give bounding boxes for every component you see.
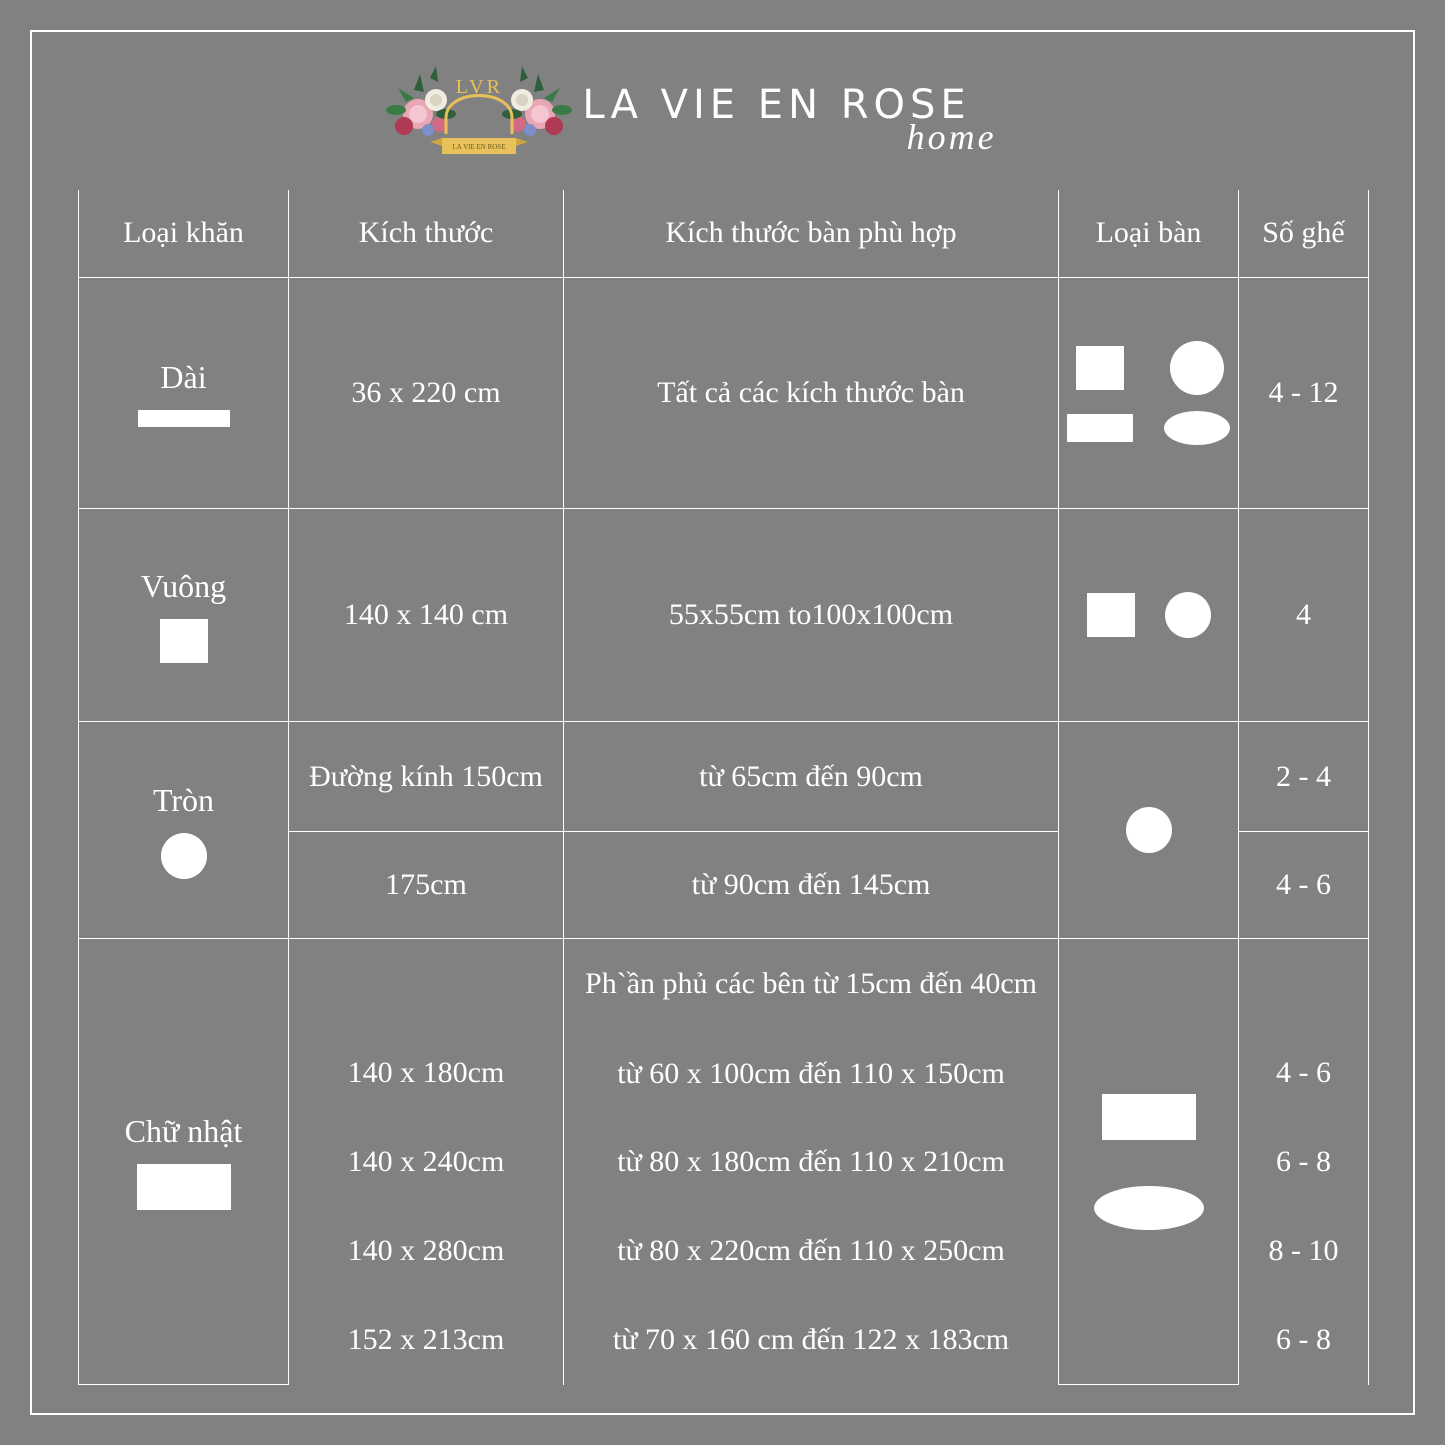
round-cloth-shape-icon — [161, 833, 207, 879]
square-table-icon — [1076, 346, 1124, 390]
cell-size-rect-note — [289, 939, 564, 1029]
cell-size-round-2: 175cm — [289, 832, 564, 939]
cell-table-size-round-1: từ 65cm đến 90cm — [564, 722, 1059, 832]
header-cell-size: Kích thước — [289, 190, 564, 277]
cell-seats-rect-1: 4 - 6 — [1239, 1029, 1369, 1118]
cell-seats-long: 4 - 12 — [1239, 277, 1369, 509]
cell-size-round-1: Đường kính 150cm — [289, 722, 564, 832]
cell-note-rect: Ph`ần phủ các bên từ 15cm đến 40cm — [564, 939, 1059, 1029]
cell-table-size-rect-4: từ 70 x 160 cm đến 122 x 183cm — [564, 1296, 1059, 1385]
cell-shapes-rect — [1059, 939, 1239, 1385]
round-table-icon — [1165, 592, 1211, 638]
round-table-icon — [1170, 341, 1224, 395]
cell-table-size-long: Tất cả các kích thước bàn — [564, 277, 1059, 509]
long-runner-shape-icon — [138, 410, 230, 427]
square-cloth-shape-icon — [160, 619, 208, 663]
table-row — [79, 939, 1369, 1029]
cell-size-rect-1: 140 x 180cm — [289, 1029, 564, 1118]
cell-table-size-rect-1: từ 60 x 100cm đến 110 x 150cm — [564, 1029, 1059, 1118]
cell-type-round — [79, 722, 289, 939]
type-label: Dài — [160, 358, 207, 395]
cell-table-size-square: 55x55cm to100x100cm — [564, 509, 1059, 722]
header-cell-seats: Số ghế — [1239, 190, 1369, 277]
oval-table-icon — [1094, 1186, 1204, 1230]
header-cell-table-shape: Loại bàn — [1059, 190, 1239, 277]
header-cell-table-size: Kích thước bàn phù hợp — [564, 190, 1059, 277]
cell-seats-rect-3: 8 - 10 — [1239, 1207, 1369, 1296]
type-label: Tròn — [152, 781, 215, 818]
brand-title: LA VIE EN ROSE — [582, 82, 971, 128]
logo-icon — [384, 54, 574, 169]
cell-size-rect-4: 152 x 213cm — [289, 1296, 564, 1385]
cell-table-size-rect-3: từ 80 x 220cm đến 110 x 250cm — [564, 1207, 1059, 1296]
cell-size-rect-3: 140 x 280cm — [289, 1207, 564, 1296]
type-label: Vuông — [140, 567, 227, 604]
rectangle-table-icon — [1067, 414, 1133, 442]
cell-seats-rect-4: 6 - 8 — [1239, 1296, 1369, 1385]
brand-header — [0, 46, 1445, 176]
cell-seats-round-1: 2 - 4 — [1239, 722, 1369, 832]
header-cell-type: Loại khăn — [79, 190, 289, 277]
table-row — [79, 277, 1369, 509]
svg-text:LA VIE EN ROSE: LA VIE EN ROSE — [452, 142, 506, 151]
table-header-row — [79, 190, 1369, 277]
square-table-icon — [1087, 593, 1135, 637]
cell-seats-round-2: 4 - 6 — [1239, 832, 1369, 939]
cell-size-long: 36 x 220 cm — [289, 277, 564, 509]
brand-subtitle: home — [906, 117, 997, 157]
cell-table-size-round-2: từ 90cm đến 145cm — [564, 832, 1059, 939]
logo-initials: LVR — [455, 75, 503, 98]
cell-table-size-rect-2: từ 80 x 180cm đến 110 x 210cm — [564, 1118, 1059, 1207]
cell-size-rect-2: 140 x 240cm — [289, 1118, 564, 1207]
cell-type-long — [79, 277, 289, 509]
cell-shapes-round — [1059, 722, 1239, 939]
cell-shapes-long — [1059, 277, 1239, 509]
cell-size-square: 140 x 140 cm — [289, 509, 564, 722]
table-row — [79, 509, 1369, 722]
rectangle-table-icon — [1102, 1094, 1196, 1140]
type-label: Chữ nhật — [124, 1113, 243, 1150]
spec-table-container — [78, 190, 1368, 1385]
cell-type-square — [79, 509, 289, 722]
spec-table — [78, 190, 1369, 1385]
cell-type-rectangle — [79, 939, 289, 1385]
cell-seats-rect-2: 6 - 8 — [1239, 1118, 1369, 1207]
rectangle-cloth-shape-icon — [137, 1164, 231, 1210]
table-row — [79, 722, 1369, 832]
oval-table-icon — [1164, 411, 1230, 445]
cell-shapes-square — [1059, 509, 1239, 722]
cell-seats-square: 4 — [1239, 509, 1369, 722]
cell-seats-rect-note — [1239, 939, 1369, 1029]
round-table-icon — [1126, 807, 1172, 853]
